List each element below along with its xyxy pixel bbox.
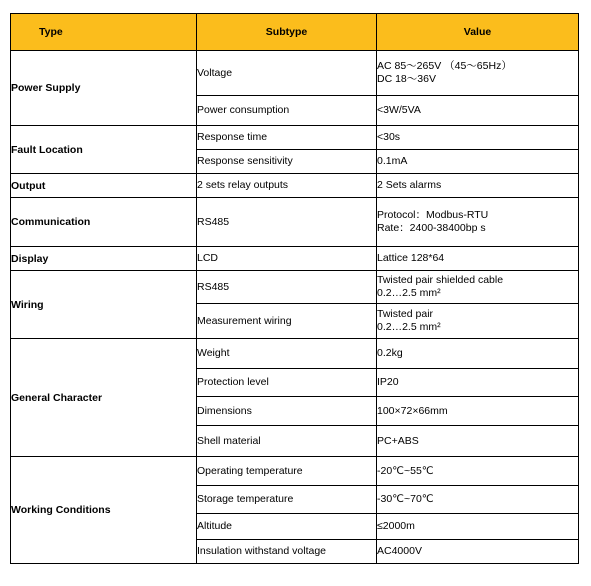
subtype-cell: RS485 [197, 271, 377, 304]
value-line: PC+ABS [377, 434, 419, 447]
header-type: Type [11, 14, 197, 51]
value-line: Lattice 128*64 [377, 252, 445, 264]
subtype-cell: Insulation withstand voltage [197, 540, 377, 564]
value-cell [377, 271, 579, 304]
value-line: IP20 [377, 376, 399, 388]
category-working-conditions: Working Conditions [11, 457, 197, 564]
value-cell [377, 540, 579, 564]
value-cell [377, 51, 579, 96]
value-line: Twisted pair [377, 308, 434, 320]
value-cell [377, 247, 579, 271]
table-row [11, 339, 579, 369]
value-line: <30s [377, 131, 401, 143]
value-line: Twisted pair shielded cable [377, 274, 504, 286]
subtype-cell: 2 sets relay outputs [197, 174, 377, 198]
value-line: 0.2…2.5 mm² [377, 287, 441, 299]
value-cell [377, 96, 579, 126]
subtype-cell: LCD [197, 247, 377, 271]
subtype-cell: Power consumption [197, 96, 377, 126]
subtype-cell: RS485 [197, 198, 377, 247]
value-cell [377, 174, 579, 198]
value-cell [377, 486, 579, 514]
value-cell [377, 397, 579, 426]
value-line: AC 85～265V （45～65Hz） [377, 60, 512, 72]
value-line: 0.2…2.5 mm² [377, 321, 441, 333]
spec-table [10, 13, 579, 564]
value-line: -30℃~70℃ [377, 493, 434, 505]
value-cell [377, 426, 579, 457]
table-row [11, 198, 579, 247]
table-row [11, 174, 579, 198]
value-cell [377, 150, 579, 174]
subtype-cell: Operating temperature [197, 457, 377, 486]
category-fault-location: Fault Location [11, 126, 197, 174]
subtype-cell: Shell material [197, 426, 377, 457]
subtype-cell: Dimensions [197, 397, 377, 426]
value-cell [377, 339, 579, 369]
category-power-supply: Power Supply [11, 51, 197, 126]
subtype-cell: Protection level [197, 369, 377, 397]
category-wiring: Wiring [11, 271, 197, 339]
value-line: 0.1mA [377, 155, 408, 167]
table-row [11, 271, 579, 304]
table-row [11, 51, 579, 96]
category-output: Output [11, 174, 197, 198]
value-line: 100×72×66mm [377, 404, 448, 417]
value-line: -20℃~55℃ [377, 464, 434, 477]
value-cell [377, 457, 579, 486]
value-cell [377, 126, 579, 150]
value-line: DC 18～36V [377, 73, 436, 85]
subtype-cell: Voltage [197, 51, 377, 96]
value-line: Rate：2400-38400bp s [377, 222, 486, 234]
value-line: ≤2000m [377, 520, 415, 532]
subtype-cell: Storage temperature [197, 486, 377, 514]
value-line: 2 Sets alarms [377, 179, 442, 191]
table-row [11, 457, 579, 486]
value-line: <3W/5VA [377, 104, 421, 116]
value-cell [377, 304, 579, 339]
category-general-character: General Character [11, 339, 197, 457]
subtype-cell: Altitude [197, 514, 377, 540]
category-display: Display [11, 247, 197, 271]
value-cell [377, 514, 579, 540]
value-cell [377, 369, 579, 397]
subtype-cell: Measurement wiring [197, 304, 377, 339]
category-communication: Communication [11, 198, 197, 247]
value-line: Protocol：Modbus-RTU [377, 209, 489, 221]
value-line: 0.2kg [377, 347, 403, 359]
value-line: AC4000V [377, 545, 422, 557]
value-cell [377, 198, 579, 247]
header-row [11, 14, 579, 51]
header-subtype: Subtype [197, 14, 377, 51]
subtype-cell: Weight [197, 339, 377, 369]
header-value: Value [377, 14, 579, 51]
subtype-cell: Response time [197, 126, 377, 150]
table-row [11, 126, 579, 150]
table-row [11, 247, 579, 271]
subtype-cell: Response sensitivity [197, 150, 377, 174]
